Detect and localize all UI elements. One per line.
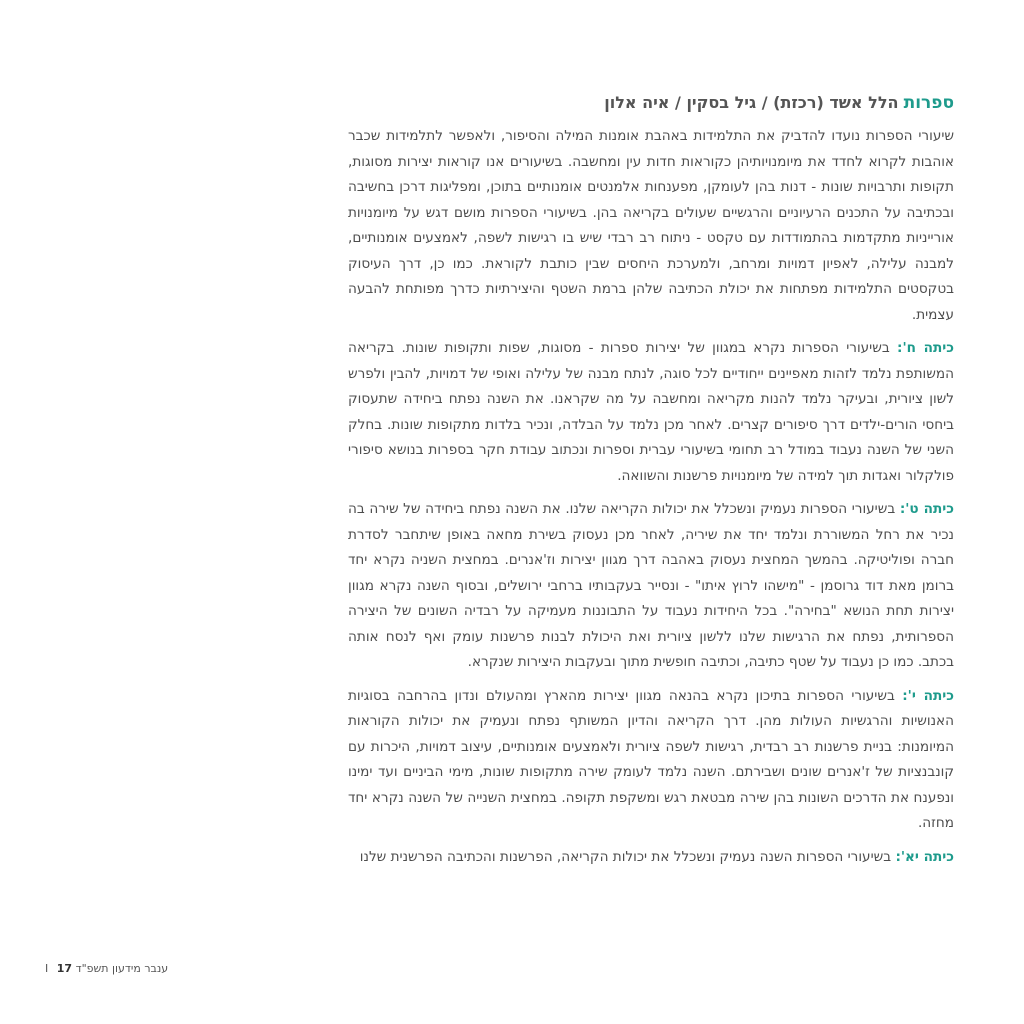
grade-text: בשיעורי הספרות נעמיק ונשכלל את יכולות הקריאה שלנו. את השנה נפתח ביחידה של שירה בה נכיר את רחל המשוררת ונלמד יחד את שיריה, לאחר מכן נעסוק בשירת מחאה באופן שיתחבר לסדרת חברה ופוליטיקה. בהמשך המחצית נעסוק באהבה דרך מגוון יצירות וז'אנרים. במחצית השניה נקרא יחד ברומן מאת דוד גרוסמן - "מישהו לרוץ איתו" - ונסייר בעקבותיו ברחבי ירושלים, ובסוף השנה נקרא מגוון יצירות תחת הנושא "בחירה". בכל היחידות נעבוד על התבוננות מעמיקה על רבדיה השונים של היצירה הספרותית, נפתח את הרגישות שלנו ללשון ציורית ואת היכולת לבנות פרשנות עומק ואף לנסח אותה בכתב. כמו כן נעבוד על שטף כתיבה, וכתיבה חופשית מתוך ובעקבות היצירות שנקרא. — [348, 501, 954, 670]
grade-label: כיתה י': — [902, 687, 954, 704]
grade-text: בשיעורי הספרות השנה נעמיק ונשכלל את יכולות הקריאה, הפרשנות והכתיבה הפרשנית שלנו — [359, 848, 892, 865]
grade-paragraph-9 — [348, 497, 954, 676]
grade-paragraph-8 — [348, 336, 954, 489]
page-footer — [40, 962, 168, 975]
grade-label: כיתה ט': — [899, 501, 955, 517]
section-header — [348, 90, 954, 116]
grade-label: כיתה ח': — [897, 340, 954, 356]
grade-paragraph-11 — [348, 845, 954, 871]
footer-separator: I — [45, 962, 49, 975]
body-text — [348, 124, 954, 878]
publication-name: ענבר מידעון תשפ"ד — [75, 962, 169, 975]
page-number: 17 — [56, 962, 73, 975]
grade-text: בשיעורי הספרות נקרא במגוון של יצירות ספרות - מסוגות, שפות ותקופות שונות. בקריאה המשותפת נלמד לזהות מאפיינים ייחודיים לכל סוגה, לנתח מבנה של עלילה ואופי של דמויות, להבין ולפרש לשון ציורית, ובעיקר נלמד להנות מקריאה ומחשבה על מה שקראנו. את השנה נפתח ביחידה שתעסוק ביחסי הורים-ילדים דרך סיפורים קצרים. לאחר מכן נלמד על הבלדה, ונכיר בלדות מתקופות שונות. בחלק השני של השנה נעבוד במודל רב תחומי בשיעורי עברית וספרות ונכתוב עבודת חקר בספרות בנושא סיפורי פולקלור ואגדות תוך למידה של מיומנויות פרשנות והשוואה. — [348, 340, 954, 484]
subject-title: ספרות — [903, 93, 954, 113]
grade-label: כיתה יא': — [895, 848, 954, 865]
intro-paragraph: שיעורי הספרות נועדו להדביק את התלמידות באהבת אומנות המילה והסיפור, ולאפשר לתלמידות שכבר אוהבות לקרוא לחדד את מיומנויותיהן כקוראות חדות עין ומחשבה. בשיעורים אנו קוראות יצירות מסוגות, תקופות ותרבויות שונות - דנות בהן לעומקן, מפענחות אלמנטים אומנותיים בתוכן, ומפליגות דרכן בחשיבה ובכתיבה על התכנים הרעיוניים והרגשיים שעולים בקריאה בהן. בשיעורי הספרות מושם דגש על מיומנויות אורייניות מתקדמות בהתמודדות עם טקסט - ניתוח רב רבדי שיש בו רגישות לשפה, לאמצעים אומנותיים, למבנה עלילה, לאפיון דמויות ומרחב, ולמערכת היחסים שבין כותבת לקוראת. כמו כן, דרך העיסוק בטקסטים התלמידות מפתחות את יכולת הכתיבה שלהן ברמת השטף והיצירתיות כדרך מפותחת להבעה עצמית. — [348, 128, 954, 323]
staff-names: הלל אשד (רכזת) / גיל בסקין / איה אלון — [604, 93, 899, 112]
grade-text: בשיעורי הספרות בתיכון נקרא בהנאה מגוון יצירות מהארץ ומהעולם ונדון בהרחבה בסוגיות האנושיות והרגשיות העולות מהן. דרך הקריאה והדיון המשותף נפתח ונעמיק את יכולות הקוראות המיומנות: בניית פרשנות רב רבדית, רגישות לשפה ציורית ולאמצעים אומנותיים, עיצוב דמויות, היכרות עם קונבנציות של ז'אנרים שונים ושבירתם. השנה נלמד לעומק שירה מתקופות שונות, מימי הביניים ועד ימינו ונפענח את הדרכים השונות בהן שירה מבטאת רגש ומשקפת תקופה. במחצית השנייה של השנה נקרא יחד מחזה. — [348, 687, 954, 831]
grade-paragraph-10 — [348, 684, 954, 837]
